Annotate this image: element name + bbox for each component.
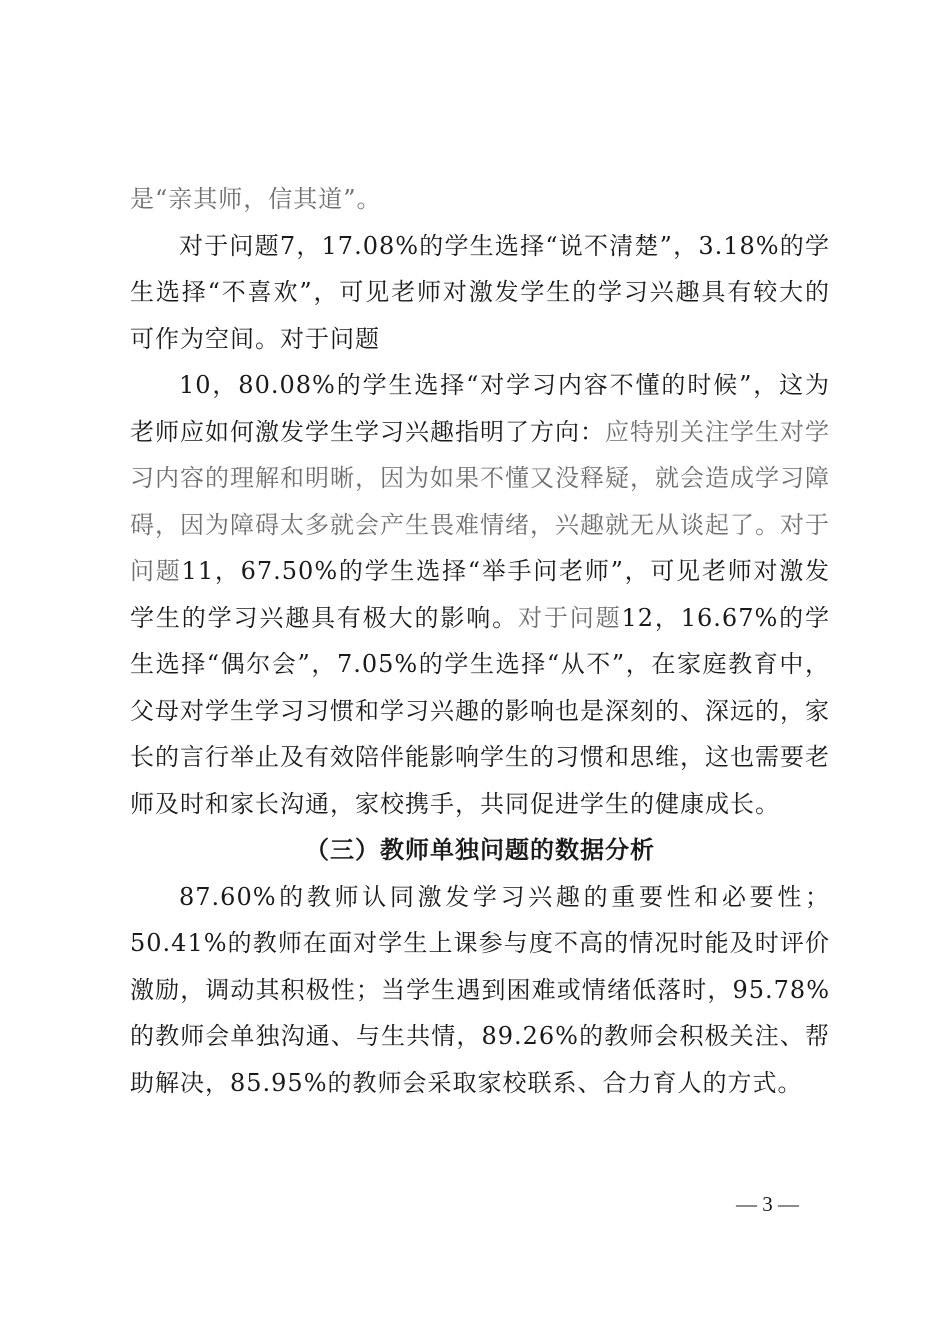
paragraph-3: [130, 362, 830, 827]
paragraph-3-part-b: 应特别关注学生对学习内容的理解和明晰，因为如果不懂又没释疑，就会造成学习障碍，因为障碍太多就会产生畏难情绪，兴趣就无从谈起了。对于问题: [130, 417, 830, 585]
paragraph-3-part-c: 11，67.50%的学生选择“举手问老师”，可见老师对激发学生的学习兴趣具有极大的影响。: [130, 557, 831, 632]
paragraph-1: 是“亲其师，信其道”。: [130, 185, 382, 213]
section-heading: （三）教师单独问题的数据分析: [305, 835, 655, 864]
page-number: — 3 —: [736, 1192, 799, 1216]
paragraph-4: 87.60%的教师认同激发学习兴趣的重要性和必要性；50.41%的教师在面对学生上课参与度不高的情况时能及时评价激励，调动其积极性；当学生遇到困难或情绪低落时，95.78%的教师会单独沟通、与生共情，89.26%的教师会积极关注、帮助解决，85.95%的教师会采取家校联系、合力育人的方式。: [130, 882, 830, 1097]
paragraph-3-part-d: 对于问题: [518, 603, 622, 632]
paragraph-2: 对于问题7，17.08%的学生选择“说不清楚”，3.18%的学生选择“不喜欢”，可见老师对激发学生的学习兴趣具有较大的可作为空间。对于问题: [130, 231, 830, 353]
paragraph-3-part-e: 12，16.67%的学生选择“偶尔会”，7.05%的学生选择“从不”，在家庭教育中，父母对学生学习习惯和学习兴趣的影响也是深刻的、深远的，家长的言行举止及有效陪伴能影响学生的习惯和思维，这也需要老师及时和家长沟通，家校携手，共同促进学生的健康成长。: [130, 603, 831, 818]
body-text: [130, 176, 830, 1106]
paragraph-3-part-a: 10，80.08%的学生选择“对学习内容不懂的时候”，这为老师应如何激发学生学习兴趣指明了方向：: [130, 371, 830, 446]
